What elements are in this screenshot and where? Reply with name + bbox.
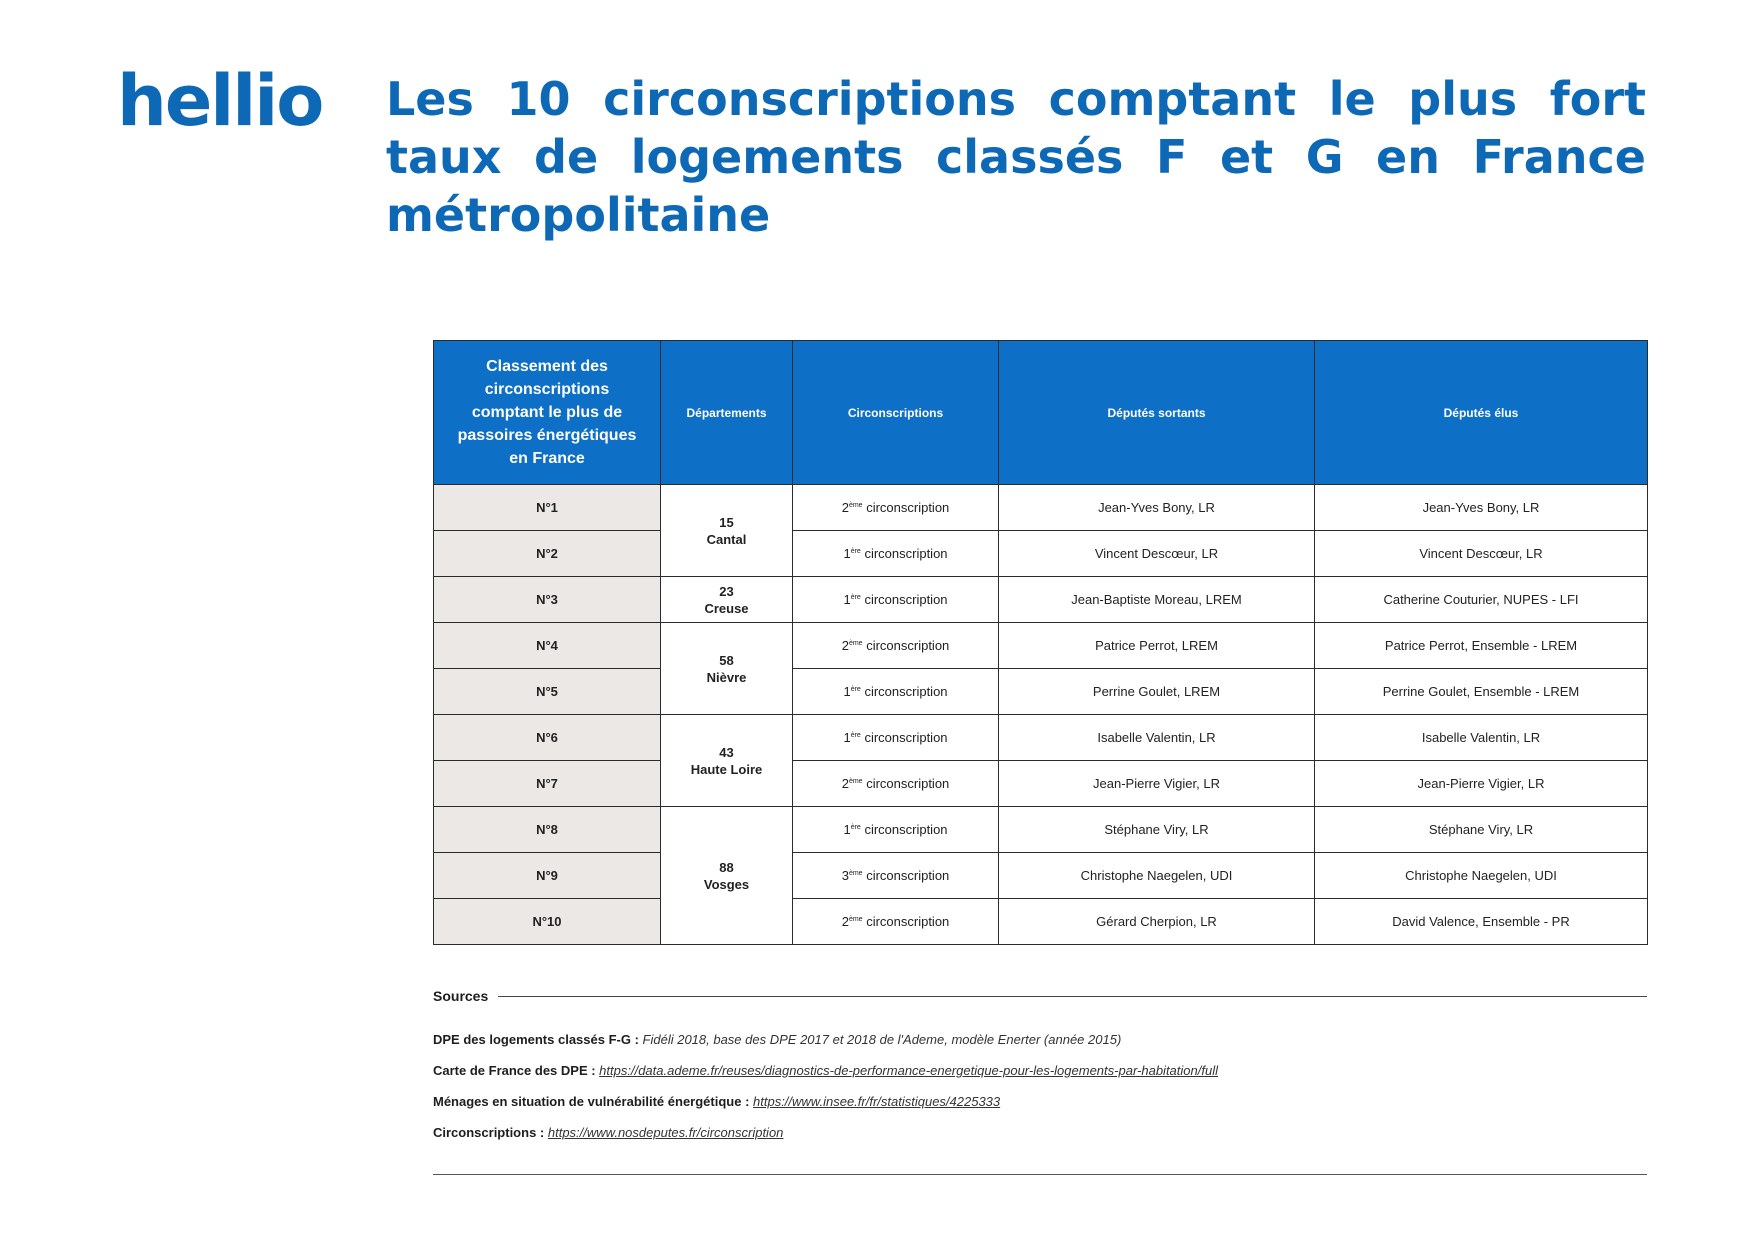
circonscription-number: 1 — [843, 730, 851, 745]
circonscription-number: 2 — [841, 914, 849, 929]
circonscription-label: circonscription — [860, 822, 948, 837]
circonscription-number: 1 — [843, 822, 851, 837]
circonscription-cell — [793, 669, 999, 715]
depute-sortant-cell: Stéphane Viry, LR — [999, 807, 1315, 853]
table-row — [434, 715, 1648, 761]
circonscription-number: 2 — [841, 638, 849, 653]
depute-sortant-cell: Vincent Descœur, LR — [999, 531, 1315, 577]
page-title: Les 10 circonscriptions comptant le plus fort taux de logements classés F et G en France métropolitaine — [386, 72, 1646, 242]
circonscription-ordinal: ème — [848, 502, 863, 509]
rank-cell: N°1 — [434, 485, 661, 531]
circonscription-label: circonscription — [860, 592, 948, 607]
bottom-divider — [433, 1174, 1647, 1175]
source-item — [433, 1092, 1647, 1123]
depute-sortant-cell: Christophe Naegelen, UDI — [999, 853, 1315, 899]
source-item — [433, 1123, 1647, 1154]
header-circonscriptions: Circonscriptions — [793, 341, 999, 485]
table-row — [434, 623, 1648, 669]
sources-divider — [498, 996, 1647, 997]
circonscription-label: circonscription — [862, 776, 950, 791]
departement-cell — [661, 715, 793, 807]
circonscription-cell — [793, 531, 999, 577]
circonscription-cell — [793, 623, 999, 669]
rank-cell: N°3 — [434, 577, 661, 623]
circonscription-ordinal: ère — [850, 548, 861, 555]
rank-cell: N°9 — [434, 853, 661, 899]
departement-number: 58 — [719, 652, 734, 668]
circonscription-cell — [793, 485, 999, 531]
source-link[interactable]: https://data.ademe.fr/reuses/diagnostics-de-performance-energetique-pour-les-logements-par-habitation/full — [599, 1063, 1218, 1078]
circonscription-label: circonscription — [862, 868, 950, 883]
depute-sortant-cell: Patrice Perrot, LREM — [999, 623, 1315, 669]
circonscription-ordinal: ème — [848, 916, 863, 923]
depute-sortant-cell: Jean-Baptiste Moreau, LREM — [999, 577, 1315, 623]
source-label: Ménages en situation de vulnérabilité énergétique : — [433, 1094, 754, 1109]
depute-elu-cell: Isabelle Valentin, LR — [1315, 715, 1648, 761]
depute-sortant-cell: Gérard Cherpion, LR — [999, 899, 1315, 945]
depute-elu-cell: Christophe Naegelen, UDI — [1315, 853, 1648, 899]
circonscription-number: 2 — [841, 776, 849, 791]
departement-name: Cantal — [706, 531, 747, 547]
depute-elu-cell: Perrine Goulet, Ensemble - LREM — [1315, 669, 1648, 715]
circonscription-label: circonscription — [862, 914, 950, 929]
sources-heading — [433, 988, 1647, 1004]
circonscription-ordinal: ère — [850, 594, 861, 601]
table-row — [434, 531, 1648, 577]
departement-name: Vosges — [703, 876, 750, 892]
circonscription-label: circonscription — [860, 546, 948, 561]
rank-cell: N°6 — [434, 715, 661, 761]
departement-name: Haute Loire — [690, 761, 763, 777]
departement-cell — [661, 577, 793, 623]
circonscription-ordinal: ère — [850, 824, 861, 831]
table-row — [434, 485, 1648, 531]
rank-cell: N°5 — [434, 669, 661, 715]
circonscription-cell — [793, 807, 999, 853]
source-item — [433, 1030, 1647, 1061]
departement-number: 88 — [719, 859, 734, 875]
departement-number: 43 — [719, 744, 734, 760]
rank-cell: N°4 — [434, 623, 661, 669]
sources-list — [433, 1030, 1647, 1154]
header-deputes-elus: Députés élus — [1315, 341, 1648, 485]
table-row — [434, 761, 1648, 807]
departement-cell — [661, 485, 793, 577]
depute-sortant-cell: Jean-Pierre Vigier, LR — [999, 761, 1315, 807]
source-text: Fidéli 2018, base des DPE 2017 et 2018 de l'Ademe, modèle Enerter (année 2015) — [642, 1032, 1122, 1047]
depute-sortant-cell: Jean-Yves Bony, LR — [999, 485, 1315, 531]
table-row — [434, 807, 1648, 853]
circonscription-ordinal: ère — [850, 686, 861, 693]
circonscription-cell — [793, 761, 999, 807]
source-label: Circonscriptions : — [433, 1125, 548, 1140]
departement-number: 23 — [719, 583, 734, 599]
hellio-logo: hellio — [117, 60, 323, 142]
circonscription-label: circonscription — [860, 730, 948, 745]
source-label: DPE des logements classés F-G : — [433, 1032, 643, 1047]
depute-elu-cell: Patrice Perrot, Ensemble - LREM — [1315, 623, 1648, 669]
circonscription-cell — [793, 899, 999, 945]
table-row — [434, 853, 1648, 899]
table-row — [434, 577, 1648, 623]
depute-sortant-cell: Isabelle Valentin, LR — [999, 715, 1315, 761]
table-row — [434, 899, 1648, 945]
departement-cell — [661, 623, 793, 715]
source-link[interactable]: https://www.insee.fr/fr/statistiques/4225333 — [753, 1094, 1001, 1109]
rank-cell: N°2 — [434, 531, 661, 577]
circonscription-number: 1 — [843, 592, 851, 607]
departement-name: Nièvre — [706, 669, 747, 685]
circonscription-number: 1 — [843, 684, 851, 699]
circonscriptions-table — [433, 340, 1648, 945]
depute-elu-cell: Catherine Couturier, NUPES - LFI — [1315, 577, 1648, 623]
circonscription-ordinal: ème — [848, 778, 863, 785]
departement-cell — [661, 807, 793, 945]
circonscription-number: 3 — [841, 868, 849, 883]
source-item — [433, 1061, 1647, 1092]
circonscription-label: circonscription — [860, 684, 948, 699]
rank-cell: N°7 — [434, 761, 661, 807]
rank-cell: N°10 — [434, 899, 661, 945]
circonscription-number: 1 — [843, 546, 851, 561]
circonscription-ordinal: ère — [850, 732, 861, 739]
circonscription-cell — [793, 577, 999, 623]
circonscription-label: circonscription — [862, 638, 950, 653]
circonscription-label: circonscription — [862, 500, 950, 515]
depute-elu-cell: Jean-Pierre Vigier, LR — [1315, 761, 1648, 807]
circonscription-number: 2 — [841, 500, 849, 515]
sources-title: Sources — [433, 988, 489, 1004]
header-departements: Départements — [661, 341, 793, 485]
depute-elu-cell: Stéphane Viry, LR — [1315, 807, 1648, 853]
depute-elu-cell: Jean-Yves Bony, LR — [1315, 485, 1648, 531]
departement-name: Creuse — [704, 600, 749, 616]
rank-cell: N°8 — [434, 807, 661, 853]
departement-number: 15 — [719, 514, 734, 530]
table-header-row — [434, 341, 1648, 485]
depute-sortant-cell: Perrine Goulet, LREM — [999, 669, 1315, 715]
circonscription-ordinal: ème — [848, 640, 863, 647]
table-row — [434, 669, 1648, 715]
source-label: Carte de France des DPE : — [433, 1063, 600, 1078]
depute-elu-cell: Vincent Descœur, LR — [1315, 531, 1648, 577]
header-rank: Classement des circonscriptions comptant le plus de passoires énergétiques en France — [434, 341, 661, 485]
depute-elu-cell: David Valence, Ensemble - PR — [1315, 899, 1648, 945]
circonscription-cell — [793, 853, 999, 899]
source-link[interactable]: https://www.nosdeputes.fr/circonscription — [547, 1125, 784, 1140]
circonscription-cell — [793, 715, 999, 761]
header-deputes-sortants: Députés sortants — [999, 341, 1315, 485]
circonscription-ordinal: ème — [848, 870, 863, 877]
